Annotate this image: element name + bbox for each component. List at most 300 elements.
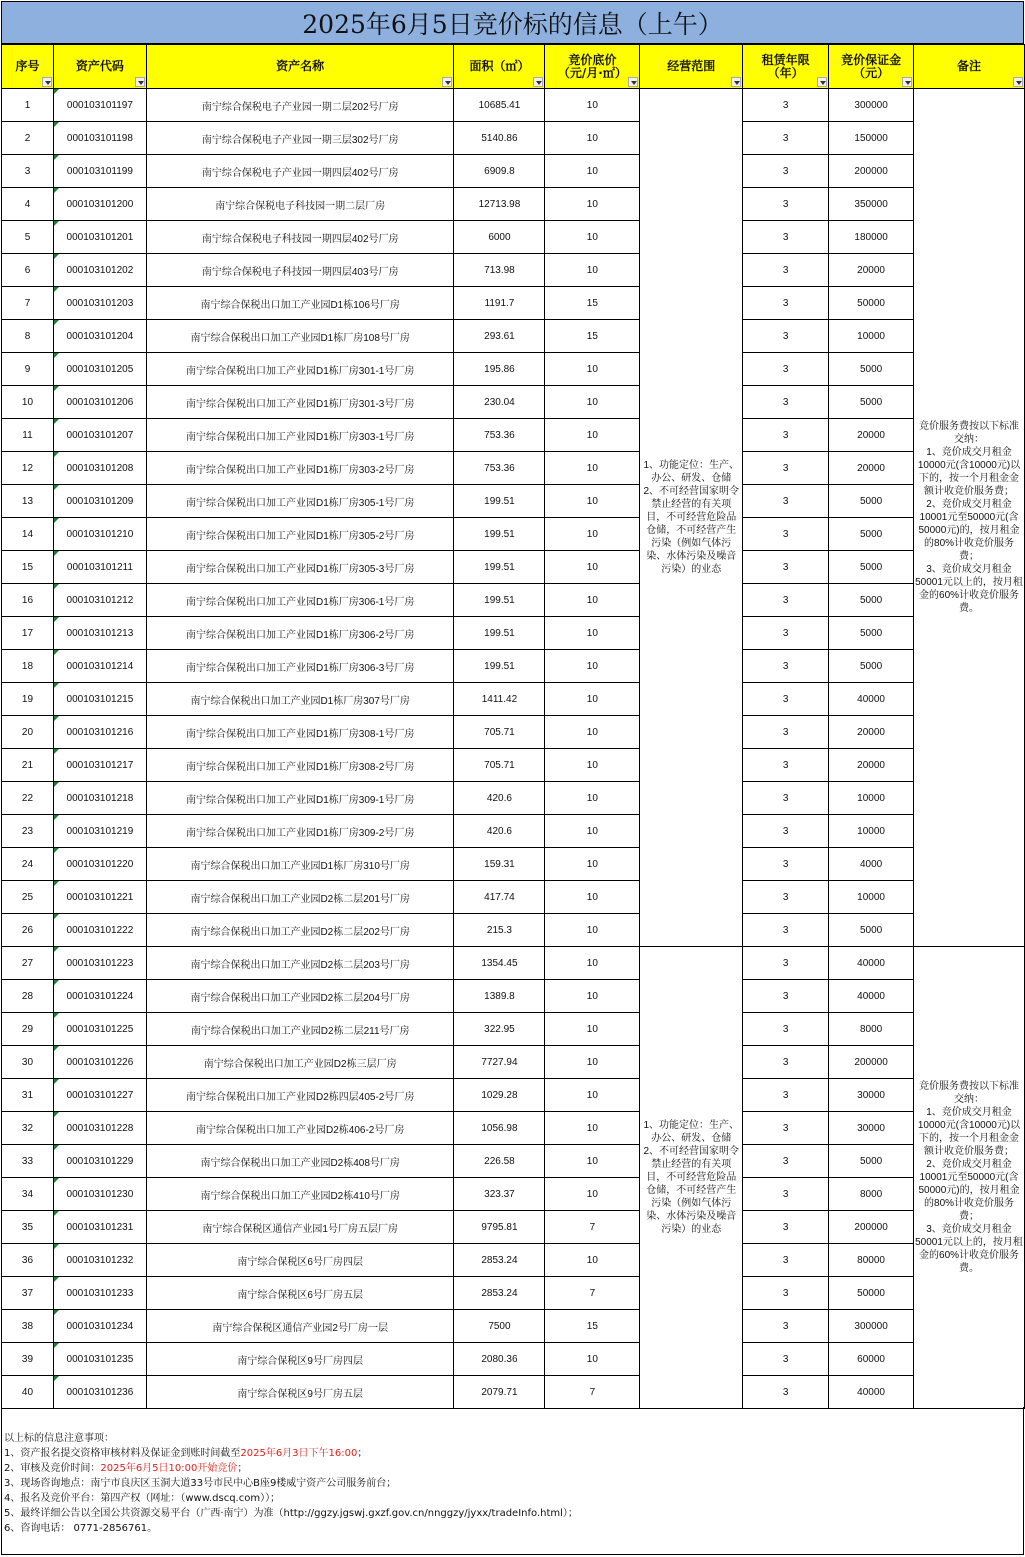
cell-area[interactable]: 230.04 [454,386,545,419]
cell-deposit[interactable]: 10000 [829,881,914,914]
cell-price[interactable]: 10 [545,650,640,683]
col-code[interactable] [53,45,146,89]
cell-scope[interactable]: 1、功能定位：生产、办公、研发、仓储 2、不可经营国家明令禁止经营的有关项目，不可经营危险品仓储，不可经营产生污染（例如气体污染、水体污染及噪音污染）的业态 [640,89,743,947]
cell-code[interactable]: 000103101221 [53,881,146,914]
cell-area[interactable]: 753.36 [454,419,545,452]
cell-code[interactable]: 000103101226 [53,1046,146,1079]
cell-seq[interactable]: 35 [2,1211,54,1244]
cell-code[interactable]: 000103101236 [53,1376,146,1409]
cell-deposit[interactable]: 5000 [829,617,914,650]
cell-term[interactable]: 3 [743,683,829,716]
cell-price[interactable]: 15 [545,320,640,353]
cell-term[interactable]: 3 [743,386,829,419]
cell-price[interactable]: 10 [545,221,640,254]
cell-code[interactable]: 000103101199 [53,155,146,188]
col-seq[interactable] [2,45,54,89]
cell-name[interactable]: 南宁综合保税出口加工产业园D1栋厂房305-2号厂房 [146,518,454,551]
cell-term[interactable]: 3 [743,89,829,122]
cell-area[interactable]: 7500 [454,1310,545,1343]
cell-term[interactable]: 3 [743,320,829,353]
cell-name[interactable]: 南宁综合保税出口加工产业园D1栋厂房310号厂房 [146,848,454,881]
cell-price[interactable]: 10 [545,1046,640,1079]
cell-deposit[interactable]: 60000 [829,1343,914,1376]
cell-term[interactable]: 3 [743,947,829,980]
cell-term[interactable]: 3 [743,1046,829,1079]
cell-name[interactable]: 南宁综合保税电子科技园一期四层403号厂房 [146,254,454,287]
cell-seq[interactable]: 38 [2,1310,54,1343]
cell-area[interactable]: 417.74 [454,881,545,914]
cell-deposit[interactable]: 5000 [829,485,914,518]
cell-term[interactable]: 3 [743,1244,829,1277]
cell-area[interactable]: 6909.8 [454,155,545,188]
cell-price[interactable]: 10 [545,1079,640,1112]
cell-area[interactable]: 1029.28 [454,1079,545,1112]
cell-price[interactable]: 10 [545,980,640,1013]
cell-deposit[interactable]: 50000 [829,287,914,320]
cell-seq[interactable]: 29 [2,1013,54,1046]
cell-seq[interactable]: 2 [2,122,54,155]
cell-price[interactable]: 10 [545,518,640,551]
cell-term[interactable]: 3 [743,287,829,320]
cell-term[interactable]: 3 [743,188,829,221]
cell-code[interactable]: 000103101200 [53,188,146,221]
cell-area[interactable]: 1411.42 [454,683,545,716]
cell-price[interactable]: 10 [545,1013,640,1046]
cell-name[interactable]: 南宁综合保税出口加工产业园D2栋二层211号厂房 [146,1013,454,1046]
cell-seq[interactable]: 4 [2,188,54,221]
cell-seq[interactable]: 16 [2,584,54,617]
cell-name[interactable]: 南宁综合保税出口加工产业园D1栋厂房306-1号厂房 [146,584,454,617]
cell-seq[interactable]: 40 [2,1376,54,1409]
cell-name[interactable]: 南宁综合保税出口加工产业园D2栋三层厂房 [146,1046,454,1079]
cell-code[interactable]: 000103101215 [53,683,146,716]
cell-code[interactable]: 000103101216 [53,716,146,749]
cell-name[interactable]: 南宁综合保税区9号厂房四层 [146,1343,454,1376]
cell-deposit[interactable]: 20000 [829,254,914,287]
cell-price[interactable]: 10 [545,1145,640,1178]
col-scope[interactable] [640,45,743,89]
cell-code[interactable]: 000103101208 [53,452,146,485]
cell-term[interactable]: 3 [743,1310,829,1343]
cell-price[interactable]: 10 [545,122,640,155]
cell-deposit[interactable]: 5000 [829,584,914,617]
cell-code[interactable]: 000103101232 [53,1244,146,1277]
cell-price[interactable]: 10 [545,452,640,485]
cell-name[interactable]: 南宁综合保税出口加工产业园D1栋厂房307号厂房 [146,683,454,716]
cell-deposit[interactable]: 40000 [829,683,914,716]
cell-term[interactable]: 3 [743,848,829,881]
cell-deposit[interactable]: 4000 [829,848,914,881]
cell-term[interactable]: 3 [743,716,829,749]
cell-seq[interactable]: 12 [2,452,54,485]
cell-area[interactable]: 199.51 [454,485,545,518]
cell-price[interactable]: 7 [545,1277,640,1310]
cell-seq[interactable]: 18 [2,650,54,683]
cell-deposit[interactable]: 40000 [829,947,914,980]
cell-code[interactable]: 000103101204 [53,320,146,353]
cell-term[interactable]: 3 [743,1211,829,1244]
cell-name[interactable]: 南宁综合保税区通信产业园2号厂房一层 [146,1310,454,1343]
cell-term[interactable]: 3 [743,551,829,584]
cell-code[interactable]: 000103101229 [53,1145,146,1178]
cell-area[interactable]: 713.98 [454,254,545,287]
cell-area[interactable]: 420.6 [454,782,545,815]
cell-area[interactable]: 7727.94 [454,1046,545,1079]
cell-deposit[interactable]: 10000 [829,320,914,353]
cell-name[interactable]: 南宁综合保税出口加工产业园D1栋厂房306-3号厂房 [146,650,454,683]
cell-price[interactable]: 10 [545,188,640,221]
cell-name[interactable]: 南宁综合保税出口加工产业园D2栋二层202号厂房 [146,914,454,947]
cell-area[interactable]: 195.86 [454,353,545,386]
filter-dropdown-icon[interactable] [628,77,638,87]
cell-deposit[interactable]: 40000 [829,1376,914,1409]
cell-code[interactable]: 000103101205 [53,353,146,386]
cell-deposit[interactable]: 5000 [829,518,914,551]
cell-term[interactable]: 3 [743,452,829,485]
cell-price[interactable]: 10 [545,782,640,815]
cell-name[interactable]: 南宁综合保税出口加工产业园D1栋厂房308-1号厂房 [146,716,454,749]
cell-term[interactable]: 3 [743,1178,829,1211]
cell-name[interactable]: 南宁综合保税电子产业园一期二层202号厂房 [146,89,454,122]
cell-name[interactable]: 南宁综合保税出口加工产业园D1栋厂房303-2号厂房 [146,452,454,485]
cell-deposit[interactable]: 180000 [829,221,914,254]
cell-price[interactable]: 10 [545,551,640,584]
cell-code[interactable]: 000103101228 [53,1112,146,1145]
cell-area[interactable]: 323.37 [454,1178,545,1211]
cell-price[interactable]: 10 [545,1244,640,1277]
cell-seq[interactable]: 13 [2,485,54,518]
cell-price[interactable]: 10 [545,353,640,386]
cell-area[interactable]: 12713.98 [454,188,545,221]
cell-code[interactable]: 000103101209 [53,485,146,518]
cell-area[interactable]: 215.3 [454,914,545,947]
cell-price[interactable]: 10 [545,1343,640,1376]
cell-seq[interactable]: 5 [2,221,54,254]
cell-seq[interactable]: 37 [2,1277,54,1310]
cell-seq[interactable]: 24 [2,848,54,881]
cell-area[interactable]: 2853.24 [454,1277,545,1310]
cell-term[interactable]: 3 [743,1079,829,1112]
col-term[interactable] [743,45,829,89]
cell-area[interactable]: 1056.98 [454,1112,545,1145]
cell-price[interactable]: 15 [545,1310,640,1343]
col-area[interactable] [454,45,545,89]
cell-deposit[interactable]: 20000 [829,749,914,782]
cell-term[interactable]: 3 [743,1145,829,1178]
cell-price[interactable]: 7 [545,1376,640,1409]
cell-code[interactable]: 000103101213 [53,617,146,650]
cell-seq[interactable]: 30 [2,1046,54,1079]
cell-term[interactable]: 3 [743,782,829,815]
cell-price[interactable]: 10 [545,584,640,617]
cell-code[interactable]: 000103101234 [53,1310,146,1343]
cell-deposit[interactable]: 5000 [829,1145,914,1178]
cell-term[interactable]: 3 [743,1112,829,1145]
cell-area[interactable]: 5140.86 [454,122,545,155]
cell-area[interactable]: 226.58 [454,1145,545,1178]
cell-seq[interactable]: 39 [2,1343,54,1376]
cell-price[interactable]: 10 [545,254,640,287]
cell-area[interactable]: 199.51 [454,551,545,584]
cell-code[interactable]: 000103101217 [53,749,146,782]
cell-deposit[interactable]: 5000 [829,650,914,683]
cell-code[interactable]: 000103101231 [53,1211,146,1244]
cell-name[interactable]: 南宁综合保税出口加工产业园D2栋408号厂房 [146,1145,454,1178]
cell-term[interactable]: 3 [743,881,829,914]
cell-area[interactable]: 159.31 [454,848,545,881]
filter-dropdown-icon[interactable] [731,77,741,87]
cell-seq[interactable]: 7 [2,287,54,320]
cell-area[interactable]: 293.61 [454,320,545,353]
cell-seq[interactable]: 20 [2,716,54,749]
cell-name[interactable]: 南宁综合保税出口加工产业园D1栋106号厂房 [146,287,454,320]
cell-seq[interactable]: 11 [2,419,54,452]
cell-name[interactable]: 南宁综合保税出口加工产业园D1栋厂房305-1号厂房 [146,485,454,518]
cell-deposit[interactable]: 5000 [829,914,914,947]
cell-code[interactable]: 000103101211 [53,551,146,584]
cell-name[interactable]: 南宁综合保税出口加工产业园D2栋四层405-2号厂房 [146,1079,454,1112]
cell-term[interactable]: 3 [743,815,829,848]
cell-area[interactable]: 705.71 [454,749,545,782]
cell-seq[interactable]: 17 [2,617,54,650]
cell-name[interactable]: 南宁综合保税区9号厂房五层 [146,1376,454,1409]
cell-price[interactable]: 10 [545,617,640,650]
cell-deposit[interactable]: 50000 [829,1277,914,1310]
col-name[interactable] [146,45,454,89]
cell-area[interactable]: 1354.45 [454,947,545,980]
cell-seq[interactable]: 3 [2,155,54,188]
cell-term[interactable]: 3 [743,617,829,650]
cell-term[interactable]: 3 [743,650,829,683]
cell-term[interactable]: 3 [743,155,829,188]
cell-term[interactable]: 3 [743,254,829,287]
cell-price[interactable]: 10 [545,683,640,716]
filter-dropdown-icon[interactable] [135,77,145,87]
cell-scope[interactable]: 1、功能定位：生产、办公、研发、仓储 2、不可经营国家明令禁止经营的有关项目，不可经营危险品仓储，不可经营产生污染（例如气体污染、水体污染及噪音污染）的业态 [640,947,743,1409]
cell-term[interactable]: 3 [743,980,829,1013]
cell-area[interactable]: 705.71 [454,716,545,749]
filter-dropdown-icon[interactable] [533,77,543,87]
cell-deposit[interactable]: 10000 [829,782,914,815]
cell-deposit[interactable]: 5000 [829,386,914,419]
cell-code[interactable]: 000103101206 [53,386,146,419]
col-remark[interactable] [914,45,1025,89]
cell-deposit[interactable]: 30000 [829,1079,914,1112]
cell-seq[interactable]: 34 [2,1178,54,1211]
cell-price[interactable]: 10 [545,1112,640,1145]
cell-code[interactable]: 000103101224 [53,980,146,1013]
cell-name[interactable]: 南宁综合保税电子产业园一期三层302号厂房 [146,122,454,155]
cell-deposit[interactable]: 30000 [829,1112,914,1145]
cell-name[interactable]: 南宁综合保税出口加工产业园D2栋二层201号厂房 [146,881,454,914]
cell-price[interactable]: 10 [545,1178,640,1211]
cell-deposit[interactable]: 80000 [829,1244,914,1277]
cell-area[interactable]: 199.51 [454,617,545,650]
cell-area[interactable]: 753.36 [454,452,545,485]
cell-deposit[interactable]: 20000 [829,716,914,749]
cell-code[interactable]: 000103101207 [53,419,146,452]
cell-code[interactable]: 000103101210 [53,518,146,551]
cell-seq[interactable]: 33 [2,1145,54,1178]
cell-code[interactable]: 000103101197 [53,89,146,122]
cell-seq[interactable]: 10 [2,386,54,419]
cell-price[interactable]: 10 [545,155,640,188]
cell-seq[interactable]: 26 [2,914,54,947]
cell-name[interactable]: 南宁综合保税电子科技园一期四层402号厂房 [146,221,454,254]
cell-name[interactable]: 南宁综合保税区6号厂房五层 [146,1277,454,1310]
cell-name[interactable]: 南宁综合保税出口加工产业园D2栋410号厂房 [146,1178,454,1211]
cell-deposit[interactable]: 150000 [829,122,914,155]
cell-seq[interactable]: 19 [2,683,54,716]
cell-seq[interactable]: 28 [2,980,54,1013]
cell-code[interactable]: 000103101235 [53,1343,146,1376]
cell-area[interactable]: 2080.36 [454,1343,545,1376]
cell-name[interactable]: 南宁综合保税出口加工产业园D1栋厂房308-2号厂房 [146,749,454,782]
filter-dropdown-icon[interactable] [817,77,827,87]
cell-seq[interactable]: 21 [2,749,54,782]
cell-price[interactable]: 10 [545,947,640,980]
filter-dropdown-icon[interactable] [1013,77,1023,87]
cell-area[interactable]: 2853.24 [454,1244,545,1277]
cell-remark[interactable]: 竞价服务费按以下标准交纳： 1、竞价成交月租金10000元(含10000元)以下的，按一个月租金金额计收竞价服务费； 2、竞价成交月租金10001元至50000元(含50000元)的，按月租金的80%计收竞价服务费； 3、竞价成交月租金50001元以上的，按月租金的60%计收竞价服务费。 [914,89,1025,947]
cell-area[interactable]: 10685.41 [454,89,545,122]
cell-name[interactable]: 南宁综合保税出口加工产业园D2栋二层204号厂房 [146,980,454,1013]
cell-name[interactable]: 南宁综合保税出口加工产业园D1栋厂房301-3号厂房 [146,386,454,419]
cell-deposit[interactable]: 350000 [829,188,914,221]
cell-price[interactable]: 10 [545,749,640,782]
cell-price[interactable]: 10 [545,89,640,122]
cell-name[interactable]: 南宁综合保税电子科技园一期二层厂房 [146,188,454,221]
cell-price[interactable]: 7 [545,1211,640,1244]
cell-price[interactable]: 10 [545,881,640,914]
cell-area[interactable]: 199.51 [454,650,545,683]
cell-name[interactable]: 南宁综合保税出口加工产业园D1栋厂房305-3号厂房 [146,551,454,584]
cell-deposit[interactable]: 10000 [829,815,914,848]
cell-term[interactable]: 3 [743,1376,829,1409]
cell-deposit[interactable]: 8000 [829,1013,914,1046]
filter-dropdown-icon[interactable] [902,77,912,87]
cell-name[interactable]: 南宁综合保税出口加工产业园D1栋厂房303-1号厂房 [146,419,454,452]
cell-name[interactable]: 南宁综合保税出口加工产业园D1栋厂房301-1号厂房 [146,353,454,386]
cell-price[interactable]: 10 [545,716,640,749]
cell-code[interactable]: 000103101220 [53,848,146,881]
cell-name[interactable]: 南宁综合保税出口加工产业园D1栋厂房309-1号厂房 [146,782,454,815]
cell-price[interactable]: 10 [545,419,640,452]
cell-deposit[interactable]: 200000 [829,1211,914,1244]
col-price[interactable] [545,45,640,89]
cell-code[interactable]: 000103101223 [53,947,146,980]
cell-term[interactable]: 3 [743,485,829,518]
cell-code[interactable]: 000103101227 [53,1079,146,1112]
cell-code[interactable]: 000103101222 [53,914,146,947]
cell-seq[interactable]: 32 [2,1112,54,1145]
cell-term[interactable]: 3 [743,1277,829,1310]
cell-price[interactable]: 10 [545,848,640,881]
cell-price[interactable]: 10 [545,386,640,419]
cell-seq[interactable]: 23 [2,815,54,848]
cell-deposit[interactable]: 20000 [829,419,914,452]
cell-code[interactable]: 000103101212 [53,584,146,617]
cell-remark[interactable]: 竞价服务费按以下标准交纳： 1、竞价成交月租金10000元(含10000元)以下的，按一个月租金金额计收竞价服务费； 2、竞价成交月租金10001元至50000元(含50000元)的，按月租金的80%计收竞价服务费； 3、竞价成交月租金50001元以上的，按月租金的60%计收竞价服务费。 [914,947,1025,1409]
cell-deposit[interactable]: 20000 [829,452,914,485]
cell-price[interactable]: 10 [545,485,640,518]
cell-area[interactable]: 322.95 [454,1013,545,1046]
cell-term[interactable]: 3 [743,914,829,947]
cell-seq[interactable]: 25 [2,881,54,914]
cell-price[interactable]: 10 [545,815,640,848]
cell-seq[interactable]: 14 [2,518,54,551]
cell-deposit[interactable]: 8000 [829,1178,914,1211]
cell-deposit[interactable]: 5000 [829,551,914,584]
cell-area[interactable]: 199.51 [454,518,545,551]
filter-dropdown-icon[interactable] [42,77,52,87]
cell-term[interactable]: 3 [743,584,829,617]
cell-term[interactable]: 3 [743,122,829,155]
cell-area[interactable]: 420.6 [454,815,545,848]
cell-code[interactable]: 000103101219 [53,815,146,848]
cell-name[interactable]: 南宁综合保税出口加工产业园D1栋厂房108号厂房 [146,320,454,353]
cell-deposit[interactable]: 200000 [829,155,914,188]
cell-code[interactable]: 000103101218 [53,782,146,815]
cell-term[interactable]: 3 [743,221,829,254]
cell-area[interactable]: 6000 [454,221,545,254]
cell-code[interactable]: 000103101214 [53,650,146,683]
cell-deposit[interactable]: 300000 [829,1310,914,1343]
cell-seq[interactable]: 36 [2,1244,54,1277]
cell-term[interactable]: 3 [743,353,829,386]
cell-deposit[interactable]: 5000 [829,353,914,386]
cell-code[interactable]: 000103101202 [53,254,146,287]
cell-seq[interactable]: 15 [2,551,54,584]
cell-deposit[interactable]: 40000 [829,980,914,1013]
cell-area[interactable]: 9795.81 [454,1211,545,1244]
cell-seq[interactable]: 6 [2,254,54,287]
cell-name[interactable]: 南宁综合保税区通信产业园1号厂房五层厂房 [146,1211,454,1244]
cell-seq[interactable]: 22 [2,782,54,815]
cell-code[interactable]: 000103101198 [53,122,146,155]
cell-term[interactable]: 3 [743,518,829,551]
cell-term[interactable]: 3 [743,1013,829,1046]
cell-code[interactable]: 000103101201 [53,221,146,254]
cell-area[interactable]: 199.51 [454,584,545,617]
cell-code[interactable]: 000103101225 [53,1013,146,1046]
cell-area[interactable]: 2079.71 [454,1376,545,1409]
cell-area[interactable]: 1191.7 [454,287,545,320]
cell-term[interactable]: 3 [743,419,829,452]
cell-code[interactable]: 000103101230 [53,1178,146,1211]
cell-seq[interactable]: 8 [2,320,54,353]
cell-name[interactable]: 南宁综合保税出口加工产业园D1栋厂房306-2号厂房 [146,617,454,650]
cell-name[interactable]: 南宁综合保税出口加工产业园D1栋厂房309-2号厂房 [146,815,454,848]
cell-code[interactable]: 000103101233 [53,1277,146,1310]
cell-seq[interactable]: 27 [2,947,54,980]
cell-name[interactable]: 南宁综合保税出口加工产业园D2栋二层203号厂房 [146,947,454,980]
cell-deposit[interactable]: 300000 [829,89,914,122]
cell-area[interactable]: 1389.8 [454,980,545,1013]
cell-price[interactable]: 10 [545,914,640,947]
col-deposit[interactable] [829,45,914,89]
cell-deposit[interactable]: 200000 [829,1046,914,1079]
cell-term[interactable]: 3 [743,1343,829,1376]
cell-name[interactable]: 南宁综合保税电子产业园一期四层402号厂房 [146,155,454,188]
cell-price[interactable]: 15 [545,287,640,320]
filter-dropdown-icon[interactable] [442,77,452,87]
cell-code[interactable]: 000103101203 [53,287,146,320]
cell-seq[interactable]: 31 [2,1079,54,1112]
cell-term[interactable]: 3 [743,749,829,782]
cell-seq[interactable]: 9 [2,353,54,386]
cell-name[interactable]: 南宁综合保税出口加工产业园D2栋406-2号厂房 [146,1112,454,1145]
